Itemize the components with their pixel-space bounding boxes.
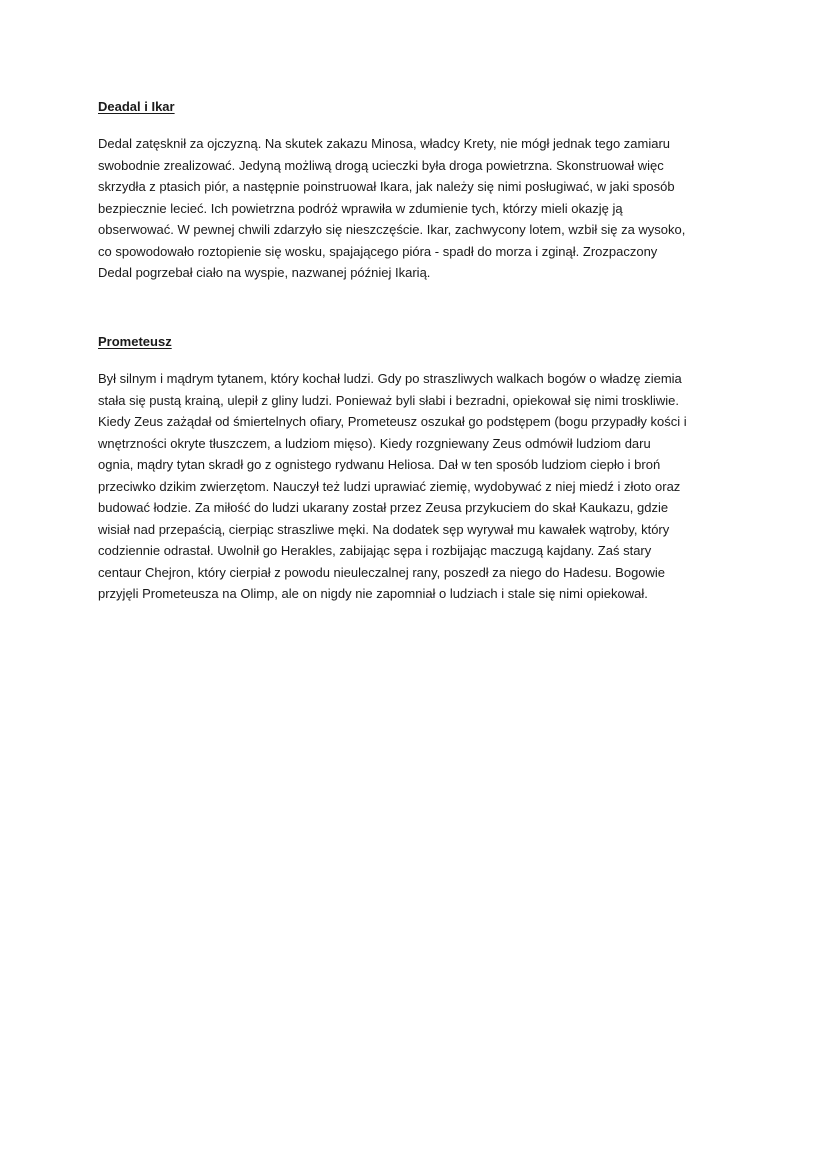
section-heading: Prometeusz — [98, 334, 172, 349]
text-line: obserwować. W pewnej chwili zdarzyło się nieszczęście. Ikar, zachwycony lotem, wzbił się za wysoko, — [98, 222, 686, 237]
text-line: Dedal zatęsknił za ojczyzną. Na skutek zakazu Minosa, władcy Krety, nie mógł jednak tego zamiaru — [98, 136, 671, 151]
text-line: swobodnie zrealizować. Jedyną możliwą drogą ucieczki była droga powietrzna. Skonstruował więc — [98, 157, 664, 173]
text-line: budować łodzie. Za miłość do ludzi ukarany został przez Zeusa przykuciem do skał Kaukazu, gdzie — [98, 500, 669, 515]
text-line: wisiał nad przepaścią, cierpiąc straszliwe męki. Na dodatek sęp wyrywał mu kawałek wątroby, który — [98, 521, 670, 537]
text-line: Dedal pogrzebał ciało na wyspie, nazwanej później Ikarią. — [98, 265, 431, 280]
section-prometeusz — [98, 333, 738, 605]
text-line: co spowodowało roztopienie się wosku, spajającego pióra - spadł do morza i zginął. Zrozpaczony — [98, 243, 658, 259]
text-line: Był silnym i mądrym tytanem, który kochał ludzi. Gdy po straszliwych walkach bogów o władzę ziemia — [98, 371, 682, 386]
text-line: wnętrzności okryte tłuszczem, a ludziom mięso). Kiedy rozgniewany Zeus odmówił ludziom daru — [98, 435, 651, 451]
section-body — [98, 368, 738, 605]
section-heading: Deadal i Ikar — [98, 99, 175, 114]
text-line: centaur Chejron, który cierpiał z powodu nieuleczalnej rany, poszedł za niego do Hadesu. Bogowie — [98, 564, 666, 580]
text-line: ognia, mądry tytan skradł go z ognistego rydwanu Heliosa. Dał w ten sposób ludziom ciepło i broń — [98, 457, 661, 472]
text-line: Kiedy Zeus zażądał od śmiertelnych ofiary, Prometeusz oszukał go podstępem (bogu przypadły kości i — [98, 414, 687, 429]
text-line: przyjęli Prometeusza na Olimp, ale on nigdy nie zapomniał o ludziach i stale się nimi opiekował. — [98, 586, 648, 601]
section-body — [98, 133, 738, 284]
text-line: stała się pustą krainą, ulepił z gliny ludzi. Ponieważ byli słabi i bezradni, opiekował się nimi troskliwie. — [98, 392, 679, 408]
text-line: codziennie odrastał. Uwolnił go Herakles, zabijając sępa i rozbijając maczugą kajdany. Zaś stary — [98, 543, 652, 558]
text-line: przeciwko dzikim zwierzętom. Nauczył też ludzi uprawiać ziemię, wydobywać z niej miedź i złoto oraz — [98, 478, 681, 494]
text-line: bezpiecznie lecieć. Ich powietrzna podróż wprawiła w zdumienie tych, którzy mieli okazję ją — [98, 200, 623, 216]
section-dedal-i-ikar — [98, 98, 738, 284]
text-line: skrzydła z ptasich piór, a następnie poinstruował Ikara, jak należy się nimi posługiwać, w jaki sposób — [98, 179, 675, 194]
